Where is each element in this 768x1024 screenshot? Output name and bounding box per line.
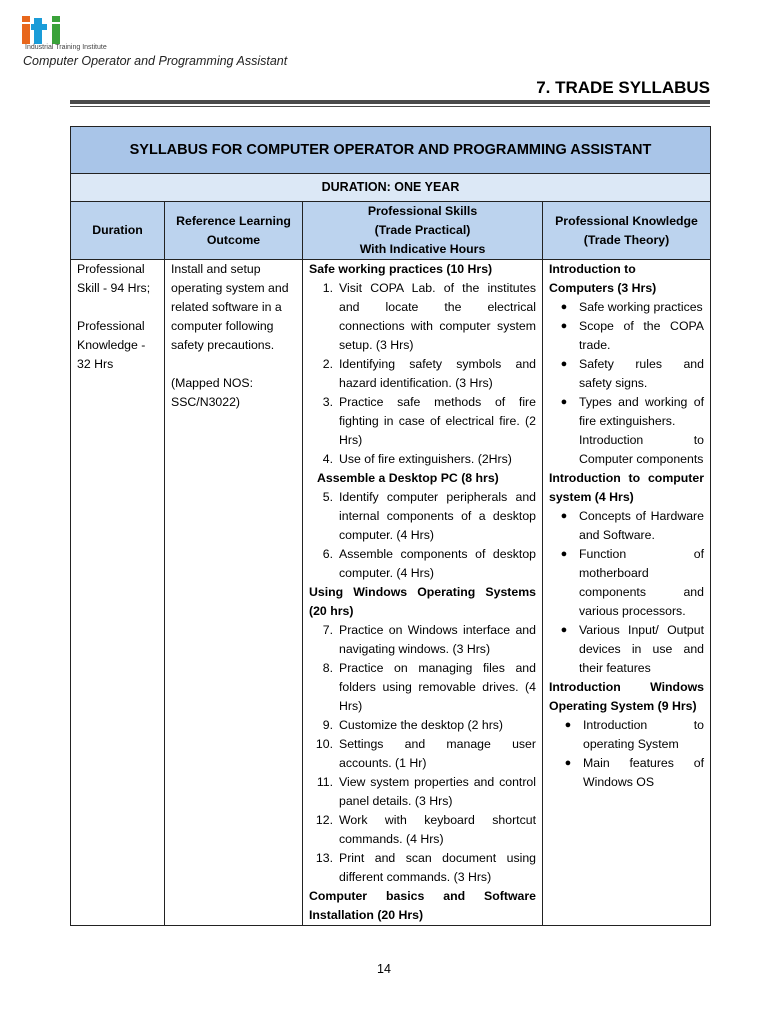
- bullet-icon: ●: [560, 358, 568, 370]
- knowledge-group-title: Introduction to Computers (3 Hrs): [549, 262, 657, 295]
- knowledge-item: [549, 545, 704, 621]
- item-text: Various Input/ Output devices in use and their features: [579, 623, 704, 675]
- section-title: 7. TRADE SYLLABUS: [536, 78, 710, 97]
- item-text: View system properties and control panel details. (3 Hrs): [339, 775, 536, 808]
- knowledge-list: [549, 298, 704, 431]
- item-text: Concepts of Hardware and Software.: [579, 509, 704, 542]
- header-professional-skills: Professional Skills (Trade Practical) With Indicative Hours: [303, 202, 543, 260]
- skill-item: [309, 450, 536, 469]
- item-number: 8.: [322, 661, 333, 675]
- skill-item: [309, 545, 536, 583]
- item-text: Use of fire extinguishers. (2Hrs): [339, 452, 512, 466]
- mapped-nos: (Mapped NOS: SSC/N3022): [171, 376, 254, 409]
- knowledge-group-title: Introduction to computer system (4 Hrs): [549, 471, 704, 504]
- item-text: Safety rules and safety signs.: [579, 357, 704, 390]
- item-text: Print and scan document using different commands. (3 Hrs): [339, 851, 536, 884]
- bullet-icon: ●: [560, 510, 568, 522]
- duration-cell: Professional Skill - 94 Hrs; Professional Knowledge - 32 Hrs: [71, 260, 165, 926]
- item-number: 9.: [322, 718, 333, 732]
- bullet-icon: ●: [564, 719, 572, 731]
- item-number: 11.: [316, 775, 333, 789]
- knowledge-item: [553, 716, 704, 754]
- item-number: 6.: [322, 547, 333, 561]
- item-text: Introduction to operating System: [583, 718, 704, 751]
- item-number: 1.: [322, 281, 333, 295]
- knowledge-item: [549, 393, 704, 431]
- professional-skills-cell: [303, 260, 543, 926]
- course-name: Computer Operator and Programming Assistant: [23, 54, 288, 68]
- skills-group-title: Assemble a Desktop PC (8 hrs): [317, 471, 499, 485]
- skills-list: [309, 621, 536, 887]
- skill-item: [309, 279, 536, 355]
- knowledge-item: [553, 754, 704, 792]
- bullet-icon: ●: [564, 757, 572, 769]
- item-text: Scope of the COPA trade.: [579, 319, 704, 352]
- skill-item: [309, 716, 536, 735]
- bullet-icon: ●: [560, 301, 568, 313]
- item-number: 7.: [322, 623, 333, 637]
- duration-row: DURATION: ONE YEAR: [71, 174, 711, 202]
- item-text: Practice on managing files and folders using removable drives. (4 Hrs): [339, 661, 536, 713]
- header-rule: [70, 100, 710, 104]
- skill-item: [309, 659, 536, 716]
- item-text: Identify computer peripherals and internal components of a desktop computer. (4 Hrs): [339, 490, 536, 542]
- item-text: Customize the desktop (2 hrs): [339, 718, 504, 732]
- skill-item: [309, 393, 536, 450]
- bullet-icon: ●: [560, 396, 568, 408]
- item-text: Settings and manage user accounts. (1 Hr): [339, 737, 536, 770]
- skills-group-title: Computer basics and Software Installation (20 Hrs): [309, 889, 536, 922]
- bullet-icon: ●: [560, 624, 568, 636]
- page-number: 14: [377, 962, 391, 976]
- header-duration: Duration: [71, 202, 165, 260]
- item-text: Visit COPA Lab. of the institutes and locate the electrical connections with computer system setup. (3 Hrs): [339, 281, 536, 352]
- syllabus-table: [70, 126, 711, 926]
- item-text: Types and working of fire extinguishers.: [579, 395, 704, 428]
- skill-item: [309, 735, 536, 773]
- item-number: 2.: [322, 357, 333, 371]
- table-banner: SYLLABUS FOR COMPUTER OPERATOR AND PROGRAMMING ASSISTANT: [71, 127, 711, 174]
- knowledge-item: [549, 317, 704, 355]
- knowledge-group-title: Introduction Windows Operating System (9 Hrs): [549, 680, 704, 713]
- bullet-icon: ●: [560, 548, 568, 560]
- skill-item: [309, 621, 536, 659]
- item-number: 4.: [322, 452, 333, 466]
- item-number: 12.: [315, 813, 333, 827]
- knowledge-note: Introduction to Computer components: [579, 433, 704, 466]
- logo-subtitle: Industrial Training Institute: [25, 44, 107, 51]
- skills-group-title: Safe working practices (10 Hrs): [309, 262, 493, 276]
- item-text: Practice on Windows interface and navigating windows. (3 Hrs): [339, 623, 536, 656]
- knowledge-list: [549, 716, 704, 792]
- item-text: Main features of Windows OS: [583, 756, 704, 789]
- skill-item: [309, 488, 536, 545]
- item-number: 10.: [315, 737, 333, 751]
- skill-item: [309, 849, 536, 887]
- skill-item: [309, 811, 536, 849]
- knowledge-item: [549, 298, 704, 317]
- professional-knowledge-cell: [543, 260, 711, 926]
- skills-list: [309, 279, 536, 469]
- item-text: Identifying safety symbols and hazard identification. (3 Hrs): [339, 357, 536, 390]
- knowledge-item: [549, 355, 704, 393]
- skill-item: [309, 773, 536, 811]
- knowledge-item: [549, 507, 704, 545]
- item-text: Safe working practices: [579, 300, 703, 314]
- item-text: Assemble components of desktop computer. (4 Hrs): [339, 547, 536, 580]
- item-number: 3.: [322, 395, 333, 409]
- learning-outcome-cell: [165, 260, 303, 926]
- item-number: 5.: [322, 490, 333, 504]
- item-text: Work with keyboard shortcut commands. (4 Hrs): [339, 813, 536, 846]
- header-learning-outcome: Reference Learning Outcome: [165, 202, 303, 260]
- knowledge-item: [549, 621, 704, 678]
- bullet-icon: ●: [560, 320, 568, 332]
- item-text: Function of motherboard components and various processors.: [579, 547, 704, 618]
- skills-list: [309, 488, 536, 583]
- item-text: Practice safe methods of fire fighting in case of electrical fire. (2 Hrs): [339, 395, 536, 447]
- skill-item: [309, 355, 536, 393]
- header-professional-knowledge: Professional Knowledge (Trade Theory): [543, 202, 711, 260]
- outcome-text: Install and setup operating system and related software in a computer following safety precautions.: [171, 262, 289, 352]
- knowledge-list: [549, 507, 704, 678]
- skills-group-title: Using Windows Operating Systems (20 hrs): [309, 585, 536, 618]
- item-number: 13.: [315, 851, 333, 865]
- header-rule-thin: [70, 106, 710, 107]
